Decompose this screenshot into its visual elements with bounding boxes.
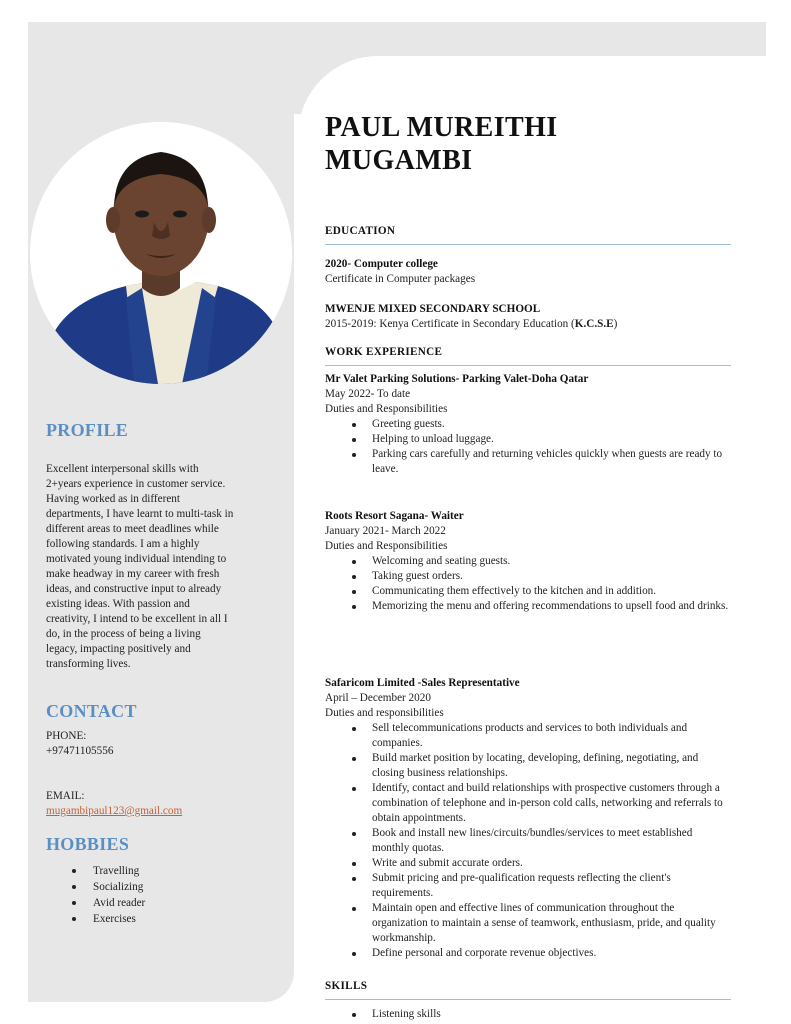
- skill-item: Listening skills: [325, 1007, 731, 1022]
- education-entry: [325, 302, 731, 332]
- job-period: April – December 2020: [325, 692, 431, 704]
- education-detail-suffix: ): [613, 318, 618, 330]
- duty-item: Define personal and corporate revenue objectives.: [325, 946, 731, 961]
- skills-list: [325, 1007, 731, 1022]
- profile-line: make headway in my career with fresh: [46, 568, 220, 580]
- duty-item: Maintain open and effective lines of communication throughout the organization to maintain a sense of teamwork, enthusiasm, pride, and quality workmanship.: [325, 901, 731, 946]
- job-duties-label: Duties and Responsibilities: [325, 403, 448, 415]
- duty-item: Communicating them effectively to the kitchen and in addition.: [325, 584, 731, 599]
- duty-item: Taking guest orders.: [325, 569, 731, 584]
- email-link[interactable]: mugambipaul123@gmail.com: [46, 805, 183, 817]
- education-detail-prefix: 2015-2019: Kenya Certificate in Secondary Education (: [325, 318, 575, 330]
- education-detail-bold: K.C.S.E: [574, 318, 614, 330]
- job-period: May 2022- To date: [325, 388, 411, 400]
- work-experience-heading: WORK EXPERIENCE: [325, 346, 731, 366]
- duty-item: Sell telecommunications products and services to both individuals and companies.: [325, 721, 731, 751]
- profile-text: [46, 462, 276, 672]
- profile-line: Having worked as in different: [46, 493, 181, 505]
- duty-item: Identify, contact and build relationships with prospective customers through a combination of telephone and in-person cold calls, networking and referrals to obtain appointments.: [325, 781, 731, 826]
- duty-item: Parking cars carefully and returning vehicles quickly when guests are ready to leave.: [325, 447, 731, 477]
- hobby-item: Travelling: [46, 863, 276, 879]
- profile-line: 2+years experience in customer service.: [46, 478, 226, 490]
- duty-item: Book and install new lines/circuits/bundles/services to meet established monthly quotas.: [325, 826, 731, 856]
- hobby-item: Socializing: [46, 879, 276, 895]
- duty-item: Helping to unload luggage.: [325, 432, 731, 447]
- sidebar-curve: [28, 80, 58, 114]
- job-duties-list: [325, 417, 731, 477]
- skills-heading: SKILLS: [325, 980, 731, 1000]
- duty-item: Submit pricing and pre-qualification requests reflecting the client's requirements.: [325, 871, 731, 901]
- education-entry-detail: [325, 317, 731, 332]
- profile-line: existing ideas. With passion and: [46, 598, 190, 610]
- profile-line: legacy, impacting positively and: [46, 643, 191, 655]
- job-title: Safaricom Limited -Sales Representative: [325, 677, 520, 689]
- contact-heading: CONTACT: [46, 701, 137, 721]
- duty-item: Welcoming and seating guests.: [325, 554, 731, 569]
- job-duties-label: Duties and responsibilities: [325, 707, 444, 719]
- phone-label: PHONE:: [46, 730, 87, 742]
- education-entry-title: 2020- Computer college: [325, 258, 438, 270]
- job-period: January 2021- March 2022: [325, 525, 446, 537]
- profile-line: ideas, and constructive input to already: [46, 583, 222, 595]
- duty-item: Greeting guests.: [325, 417, 731, 432]
- job-duties-list: [325, 554, 731, 614]
- profile-line: transforming lives.: [46, 658, 131, 670]
- profile-line: following standards. I am a highly: [46, 538, 200, 550]
- education-entry-detail: Certificate in Computer packages: [325, 273, 476, 285]
- phone-block: [46, 729, 276, 759]
- job-title: Mr Valet Parking Solutions- Parking Valet-Doha Qatar: [325, 373, 589, 385]
- profile-line: departments, I have learnt to multi-task in: [46, 508, 234, 520]
- hobby-item: Avid reader: [46, 895, 276, 911]
- hobby-item: Exercises: [46, 911, 276, 927]
- hobbies-heading: HOBBIES: [46, 834, 130, 854]
- job-entry: [325, 509, 731, 614]
- candidate-name: [325, 111, 731, 177]
- email-block: [46, 789, 276, 819]
- education-entry: [325, 257, 731, 287]
- education-entry-title: MWENJE MIXED SECONDARY SCHOOL: [325, 303, 541, 315]
- profile-line: motivated young individual intending to: [46, 553, 227, 565]
- profile-line: do, in the process of being a living: [46, 628, 201, 640]
- profile-line: creativity, I intend to be excellent in all I: [46, 613, 228, 625]
- profile-line: Excellent interpersonal skills with: [46, 463, 199, 475]
- job-entry: [325, 676, 731, 961]
- job-title: Roots Resort Sagana- Waiter: [325, 510, 464, 522]
- education-heading: EDUCATION: [325, 225, 731, 245]
- job-entry: [325, 372, 731, 477]
- email-label: EMAIL:: [46, 790, 85, 802]
- duty-item: Memorizing the menu and offering recommendations to upsell food and drinks.: [325, 599, 731, 614]
- name-line-2: MUGAMBI: [325, 145, 473, 176]
- duty-item: Build market position by locating, developing, defining, negotiating, and closing business relationships.: [325, 751, 731, 781]
- duty-item: Write and submit accurate orders.: [325, 856, 731, 871]
- profile-heading: PROFILE: [46, 420, 129, 440]
- job-duties-label: Duties and Responsibilities: [325, 540, 448, 552]
- phone-number: +97471105556: [46, 745, 114, 757]
- name-line-1: PAUL MUREITHI: [325, 112, 558, 143]
- profile-line: different areas to meet deadlines while: [46, 523, 219, 535]
- profile-photo: [30, 122, 292, 384]
- hobbies-list: [46, 863, 276, 927]
- job-duties-list: [325, 721, 731, 961]
